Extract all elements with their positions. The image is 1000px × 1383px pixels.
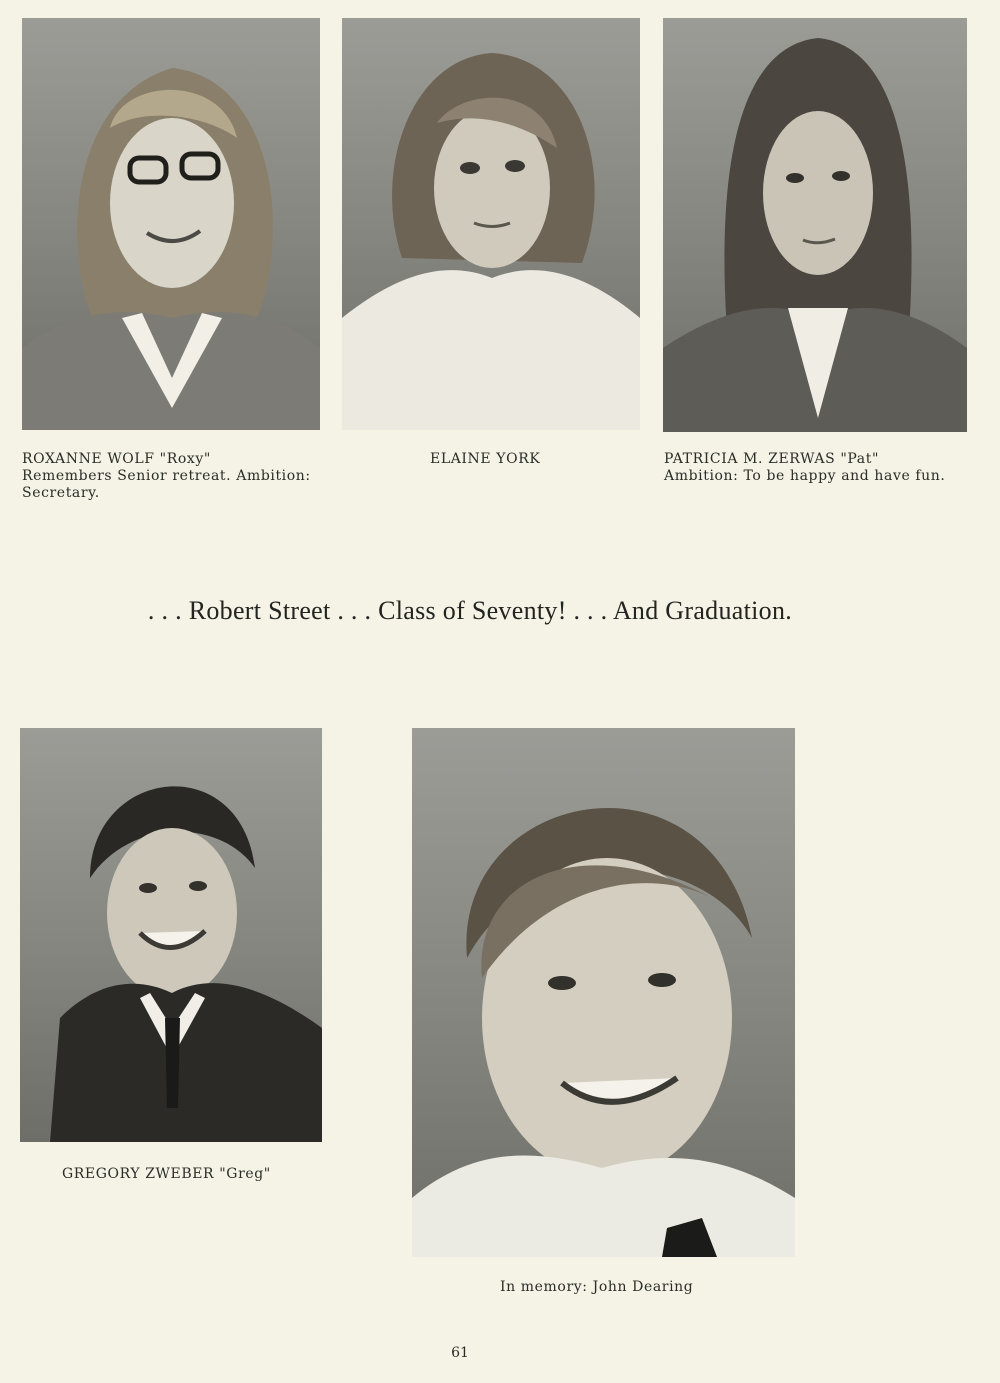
caption-gregory-zweber bbox=[62, 1166, 322, 1183]
caption-patricia-zerwas bbox=[664, 451, 984, 485]
portrait-photo-john-dearing bbox=[412, 728, 795, 1257]
caption-name: ELAINE YORK bbox=[430, 451, 541, 467]
portrait-photo-patricia-zerwas bbox=[663, 18, 967, 432]
portrait-photo-elaine-york bbox=[342, 18, 640, 430]
caption-john-dearing bbox=[500, 1279, 760, 1296]
caption-roxanne-wolf bbox=[22, 451, 342, 502]
caption-line: Secretary. bbox=[22, 485, 100, 501]
caption-line: Remembers Senior retreat. Ambition: bbox=[22, 468, 311, 484]
class-headline: . . . Robert Street . . . Class of Seventy! . . . And Graduation. bbox=[147, 596, 793, 625]
portrait-photo-gregory-zweber bbox=[20, 728, 322, 1142]
portrait-photo-roxanne-wolf bbox=[22, 18, 320, 430]
caption-name: ROXANNE WOLF "Roxy" bbox=[22, 451, 211, 467]
caption-line: Ambition: To be happy and have fun. bbox=[664, 468, 946, 484]
caption-name: In memory: John Dearing bbox=[500, 1279, 694, 1295]
page-number: 61 bbox=[451, 1345, 469, 1361]
caption-name: GREGORY ZWEBER "Greg" bbox=[62, 1166, 271, 1182]
caption-elaine-york bbox=[430, 451, 630, 468]
caption-name: PATRICIA M. ZERWAS "Pat" bbox=[664, 451, 879, 467]
